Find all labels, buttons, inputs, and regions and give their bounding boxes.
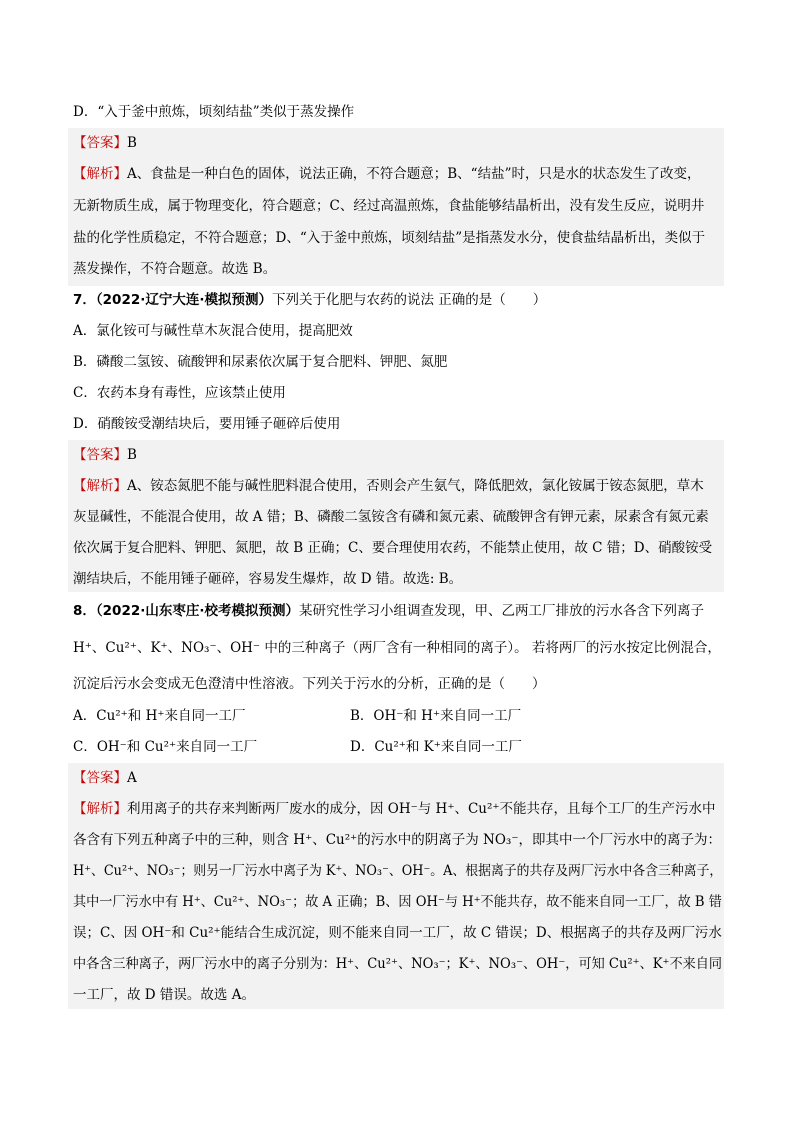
question-text: 某研究性学习小组调查发现，甲、乙两工厂排放的污水各含下列离子 — [299, 603, 704, 619]
question-source: （2022·辽宁大连·模拟预测） — [95, 292, 272, 308]
answer-value: B — [127, 135, 137, 151]
q8-analysis-line-4: 其中一厂污水中有 H⁺、Cu²⁺、NO₃⁻；故 A 正确；B、因 OH⁻与 H⁺不能共存，故不能来自同一工厂，故 B 错 — [73, 894, 722, 910]
answer-tag: 【答案】 — [73, 447, 127, 463]
analysis-tag: 【解析】 — [73, 478, 127, 494]
q8-option-d: D．Cu²⁺和 K⁺来自同一工厂 — [350, 739, 522, 755]
q7-option-b: B．磷酸二氢铵、硫酸钾和尿素依次属于复合肥料、钾肥、氮肥 — [73, 354, 448, 370]
q7-answer — [73, 445, 137, 465]
q8-stem-line-2: H⁺、Cu²⁺、K⁺、NO₃⁻、OH⁻ 中的三种离子（两厂含有一种相同的离子）。 若将两厂的污水按定比例混合， — [73, 640, 721, 656]
q7-analysis-line-3: 依次属于复合肥料、钾肥、氮肥，故 B 正确；C、要合理使用农药，不能禁止使用，故 C 错；D、硝酸铵受 — [73, 540, 713, 556]
analysis-tag: 【解析】 — [73, 801, 127, 817]
question-text: 下列关于化肥与农药的说法 正确的是（ ） — [272, 292, 547, 308]
answer-tag: 【答案】 — [73, 135, 127, 151]
question-number: 7． — [73, 292, 96, 308]
q7-analysis-line-2: 灰显碱性，不能混合使用，故 A 错；B、磷酸二氢铵含有磷和氮元素、硫酸钾含有钾元素，尿素含有氮元素 — [73, 509, 709, 525]
q8-analysis-line-1: 【解析】利用离子的共存来判断两厂废水的成分，因 OH⁻与 H⁺、Cu²⁺不能共存，且每个工厂的生产污水中 — [73, 801, 716, 817]
q7-option-a: A．氯化铵可与碱性草木灰混合使用，提高肥效 — [73, 323, 353, 339]
answer-tag: 【答案】 — [73, 770, 127, 786]
q8-stem — [73, 601, 704, 621]
q8-analysis-line-6: 中各含三种离子，两厂污水中的离子分别为：H⁺、Cu²⁺、NO₃⁻；K⁺、NO₃⁻、OH⁻，可知 Cu²⁺、K⁺不来自同 — [73, 956, 723, 972]
q6-analysis-line-4: 蒸发操作，不符合题意。故选 B。 — [73, 261, 277, 277]
q6-analysis-line-3: 盐的化学性质稳定，不符合题意；D、“入于釜中煎炼，顷刻结盐”是指蒸发水分，使食盐结晶析出，类似于 — [73, 230, 706, 246]
analysis-tag: 【解析】 — [73, 166, 127, 182]
q8-answer — [73, 768, 137, 788]
q8-option-b: B．OH⁻和 H⁺来自同一工厂 — [350, 708, 522, 724]
q7-analysis-line-1: 【解析】A、铵态氮肥不能与碱性肥料混合使用，否则会产生氨气，降低肥效，氯化铵属于铵态氮肥，草木 — [73, 478, 704, 494]
q6-answer — [73, 133, 137, 153]
q8-analysis-line-5: 误；C、因 OH⁻和 Cu²⁺能结合生成沉淀，则不能来自同一工厂，故 C 错误；D、根据离子的共存及两厂污水 — [73, 925, 722, 941]
q7-option-c: C．农药本身有毒性，应该禁止使用 — [73, 385, 286, 401]
q8-analysis-line-3: H⁺、Cu²⁺、NO₃⁻；则另一厂污水中离子为 K⁺、NO₃⁻、OH⁻。A、根据离子的共存及两厂污水中各含三种离子， — [73, 863, 723, 879]
q8-option-a: A．Cu²⁺和 H⁺来自同一工厂 — [73, 708, 246, 724]
q8-analysis-line-2: 各含有下列五种离子中的三种，则含 H⁺、Cu²⁺的污水中的阴离子为 NO₃⁻，即其中一个厂污水中的离子为： — [73, 832, 721, 848]
answer-value: A — [127, 770, 137, 786]
q8-analysis-line-7: 一工厂，故 D 错误。故选 A。 — [73, 987, 255, 1003]
question-source: （2022·山东枣庄·校考模拟预测） — [95, 603, 299, 619]
q8-stem-line-3: 沉淀后污水会变成无色澄清中性溶液。下列关于污水的分析，正确的是（ ） — [73, 676, 546, 692]
q7-option-d: D．硝酸铵受潮结块后，要用锤子砸碎后使用 — [73, 416, 341, 432]
q6-analysis-line-1: 【解析】A、食盐是一种白色的固体，说法正确，不符合题意；B、“结盐”时，只是水的状态发生了改变， — [73, 166, 701, 182]
q6-option-d: D．“入于釜中煎炼，顷刻结盐”类似于蒸发操作 — [73, 104, 355, 120]
q7-stem — [73, 290, 546, 310]
answer-value: B — [127, 447, 137, 463]
q7-analysis-line-4: 潮结块后，不能用锤子砸碎，容易发生爆炸，故 D 错。故选: B。 — [73, 571, 463, 587]
q6-analysis-line-2: 无新物质生成，属于物理变化，符合题意；C、经过高温煎炼，食盐能够结晶析出，没有发生反应，说明井 — [73, 198, 705, 214]
q8-option-c: C．OH⁻和 Cu²⁺来自同一工厂 — [73, 739, 258, 755]
question-number: 8． — [73, 603, 96, 619]
